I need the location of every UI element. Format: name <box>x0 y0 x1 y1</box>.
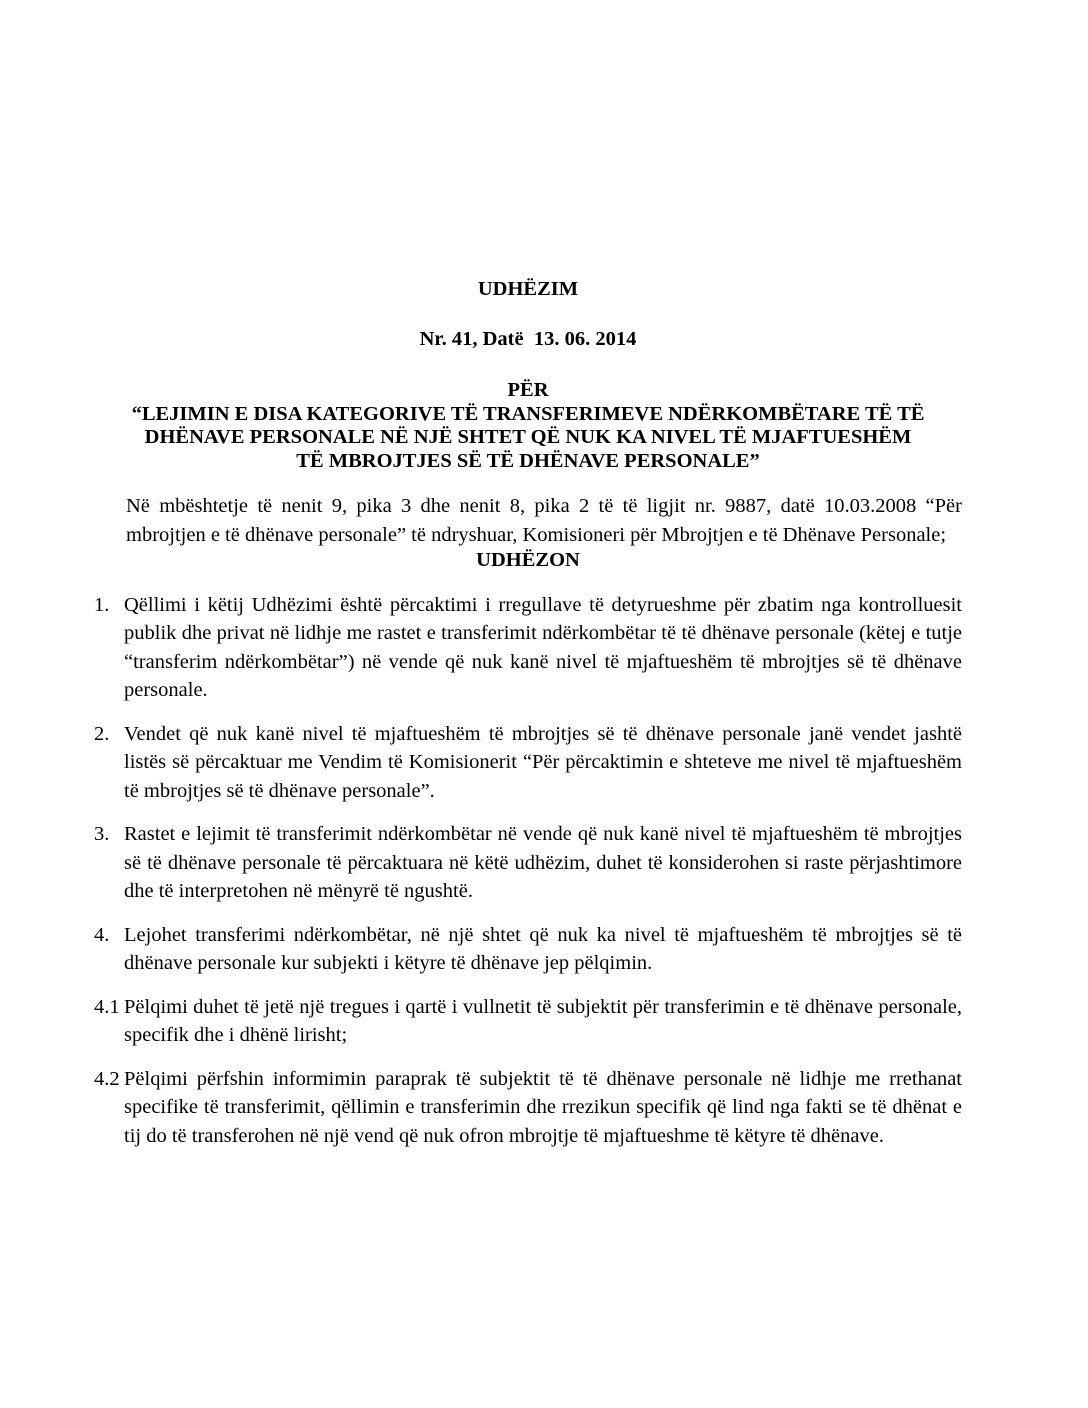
instruction-list <box>94 591 962 1151</box>
list-item-3 <box>94 820 962 906</box>
item-text: Rastet e lejimit të transferimit ndërkombëtar në vende që nuk kanë nivel të mjaftueshëm të mbrojtjes së të dhënave personale të përcaktuara në këtë udhëzim, duhet të konsiderohen si raste përjashtimore dhe të interpretohen në mënyrë të ngushtë. <box>124 823 962 902</box>
list-item-1 <box>94 591 962 705</box>
list-item-4 <box>94 921 962 978</box>
document-heading: UDHËZIM <box>477 278 579 300</box>
item-number: 3. <box>94 823 110 845</box>
item-number: 1. <box>94 593 110 616</box>
list-item-2 <box>94 720 962 806</box>
document-title-line-1: “LEJIMIN E DISA KATEGORIVE TË TRANSFERIMEVE NDËRKOMBËTARE TË TË <box>131 402 925 425</box>
document-title-line-2: DHËNAVE PERSONALE NË NJË SHTET QË NUK KA NIVEL TË MJAFTUESHËM <box>144 426 912 448</box>
item-text: Lejohet transferimi ndërkombëtar, në një shtet që nuk ka nivel të mjaftueshëm të mbrojtjes së të dhënave personale kur subjekti i këtyre të dhënave jep pëlqimin. <box>124 923 962 974</box>
item-number: 2. <box>94 722 110 745</box>
document-number-date: Nr. 41, Datë 13. 06. 2014 <box>419 327 637 350</box>
item-number: 4.1 <box>94 995 120 1018</box>
list-item-4-2 <box>94 1065 962 1151</box>
document-title-block <box>94 379 962 473</box>
preamble-paragraph: Në mbështetje të nenit 9, pika 3 dhe nenit 8, pika 2 të të ligjit nr. 9887, datë 10.03.2008 “Për mbrojtjen e të dhënave personale” të ndryshuar, Komisioneri për Mbrojtjen e të Dhënave Personale; <box>126 495 962 546</box>
item-number: 4.2 <box>94 1067 120 1090</box>
operative-heading: UDHËZON <box>476 549 580 571</box>
list-item-4-1 <box>94 993 962 1050</box>
item-text: Vendet që nuk kanë nivel të mjaftueshëm të mbrojtjes së të dhënave personale janë vendet jashtë listës së përcaktuar me Vendim të Komisionerit “Për përcaktimin e shteteve me nivel të mjaftueshëm të mbrojtjes së të dhënave personale”. <box>124 722 962 802</box>
item-text: Pëlqimi duhet të jetë një tregues i qartë i vullnetit të subjektit për transferimin e të dhënave personale, specifik dhe i dhënë lirisht; <box>124 995 962 1046</box>
item-number: 4. <box>94 923 110 946</box>
document-subject-label: PËR <box>507 379 549 401</box>
item-text: Pëlqimi përfshin informimin paraprak të subjektit të të dhënave personale në lidhje me rrethanat specifike të transferimit, qëllimin e transferimin dhe rrezikun specifik që lind nga fakti se të dhënat e tij do të transferohen në një vend që nuk ofron mbrojtje të mjaftueshme të këtyre të dhënave. <box>124 1067 962 1147</box>
document-title-line-3: TË MBROJTJES SË TË DHËNAVE PERSONALE” <box>296 449 760 472</box>
item-text: Qëllimi i këtij Udhëzimi është përcaktimi i rregullave të detyrueshme për zbatim nga kontrolluesit publik dhe privat në lidhje me rastet e transferimit ndërkombëtar të të dhënave personale (këtej e tutje “transferim ndërkombëtar”) në vende që nuk kanë nivel të mjaftueshëm të mbrojtjes së të dhënave personale. <box>124 593 962 701</box>
